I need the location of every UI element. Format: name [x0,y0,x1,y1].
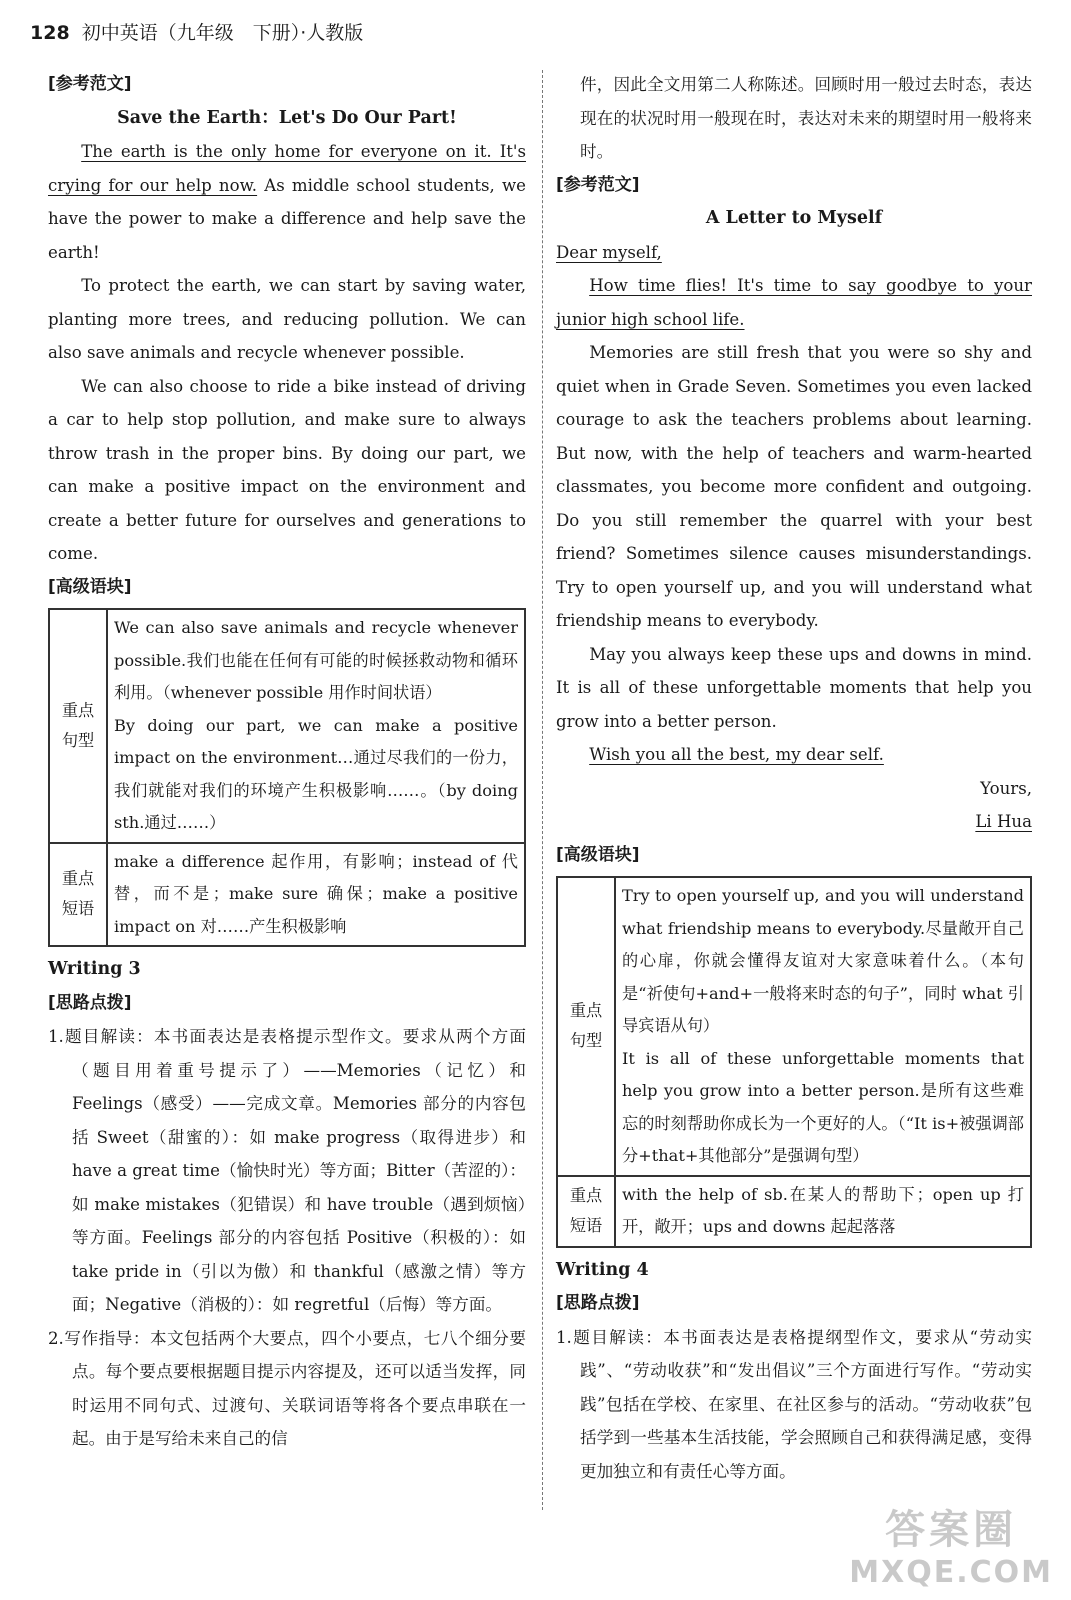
row-content [107,609,525,843]
underlined-sentence: How time flies! It's time to say goodbye to your junior high school life. [556,276,1032,329]
row-label: 重点短语 [49,843,107,947]
essay-title: Save the Earth：Let's Do Our Part! [117,107,457,128]
key-phrases: with the help of sb.在某人的帮助下；open up 打开，敞开；ups and downs 起起落落 [615,1176,1031,1247]
tip-continuation: 件，因此全文用第二人称陈述。回顾时用一般过去时态，表达现在的状况时用一般现在时，表达对未来的期望时用一般将来时。 [580,75,1032,161]
tip-item: 1.题目解读：本书面表达是表格提纲型作文，要求从“劳动实践”、“劳动收获”和“发出倡议”三个方面进行写作。“劳动实践”包括在学校、在家里、在社区参与的活动。“劳动收获”包括学到一些基本生活技能，学会照顾自己和获得满足感，变得更加独立和有责任心等方面。 [556,1327,1032,1481]
language-chunks-label: [高级语块] [556,844,640,865]
underlined-sentence: The earth is the only home for everyone on it. It's crying for our help now. [48,142,526,195]
watermark-url: MXQE.COM [849,1555,1053,1590]
row-content [615,877,1031,1176]
essay-paragraph [48,135,526,269]
page-number: 128 [30,22,70,44]
language-chunks-table [48,608,526,947]
salutation [556,236,1032,270]
key-sentence: It is all of these unforgettable moments that help you grow into a better person.是所有这些难忘的时刻帮助你成长为一个更好的人。（“It is+被强调部分+that+其他部分”是强调句型） [622,1048,1024,1165]
section-heading: Writing 3 [48,959,141,979]
key-sentence: We can also save animals and recycle whenever possible.我们也能在任何有可能的时候拯救动物和循环利用。（whenever possible 用作时间状语） [114,618,518,702]
right-column [556,68,1032,1488]
column-divider [542,70,543,1510]
table-row [49,609,525,843]
row-label: 重点短语 [557,1176,615,1247]
essay-paragraph: To protect the earth, we can start by saving water, planting more trees, and reducing pollution. We can also save animals and recycle whenever possible. [48,276,526,362]
essay-paragraph: May you always keep these ups and downs in mind. It is all of these unforgettable moments that help you grow into a better person. [556,644,1032,731]
essay-paragraph: Memories are still fresh that you were so shy and quiet when in Grade Seven. Sometimes you even lacked courage to ask the teachers problems about learning. But now, with the help of teachers and warm-hearted classmates, you become more confident and outgoing. Do you still remember the quarrel with your best friend? Sometimes silence causes misunderstandings. Try to open yourself up, and you will understand what friendship means to everybody. [556,343,1032,630]
section-heading: Writing 4 [556,1259,649,1280]
underlined-sentence: Wish you all the best, my dear self. [589,745,884,764]
tips-label: [思路点拨] [556,1293,640,1313]
essay-paragraph [556,269,1032,336]
language-chunks-label: [高级语块] [48,576,132,597]
essay-text: As middle school students, we have the power to make a difference and help save the earth! [48,175,526,262]
key-sentence: Try to open yourself up, and you will understand what friendship means to everybody.尽量敞开自己的心扉，你就会懂得友谊对大家意味着什么。（本句是“祈使句+and+一般将来时态的句子”，同时 what 引导宾语从句） [622,886,1024,1035]
watermark-logo [849,1498,1053,1590]
essay-paragraph [556,738,1032,772]
essay-paragraph: We can also choose to ride a bike instead of driving a car to help stop pollution, and make sure to always throw trash in the proper bins. By doing our part, we can make a positive impact on the environment and create a better future for ourselves and generations to come. [48,376,526,563]
key-sentence: By doing our part, we can make a positive impact on the environment…通过尽我们的一份力，我们就能对我们的环境产生积极影响……。（by doing sth.通过……） [114,715,518,832]
page-header [30,18,363,45]
key-phrases: make a difference 起作用，有影响；instead of 代替，而不是；make sure 确保；make a positive impact on 对……产生积极影响 [107,843,525,947]
reference-essay-label: [参考范文] [48,74,132,94]
table-row [557,877,1031,1176]
tip-item: 2.写作指导：本文包括两个大要点，四个小要点，七八个细分要点。每个要点要根据题目提示内容提及，还可以适当发挥，同时运用不同句式、过渡句、关联词语等将各个要点串联在一起。由于是写给未来自己的信 [48,1328,526,1448]
watermark-text: 答案圈 [885,1507,1018,1553]
tips-label: [思路点拨] [48,992,132,1013]
table-row [49,843,525,947]
signature-text: Li Hua [975,812,1032,831]
closing: Yours, [980,778,1032,798]
signature [556,805,1032,839]
book-title: 初中英语（九年级 下册）·人教版 [81,22,364,44]
table-row [557,1176,1031,1247]
row-label: 重点句型 [49,609,107,843]
left-column [48,68,526,1456]
essay-title: A Letter to Myself [705,208,883,228]
reference-essay-label: [参考范文] [556,174,640,195]
salutation-text: Dear myself, [556,242,662,262]
row-label: 重点句型 [557,877,615,1176]
language-chunks-table [556,876,1032,1248]
tip-item: 1.题目解读：本书面表达是表格提示型作文。要求从两个方面（题目用着重号提示了）——Memories（记忆）和 Feelings（感受）——完成文章。Memories 部分的内容包括 Sweet（甜蜜的）：如 make progress（取得进步）和 have a great time（愉快时光）等方面；Bitter（苦涩的）：如 make mistakes（犯错误）和 have trouble（遇到烦恼）等方面。Feelings 部分的内容包括 Positive（积极的）：如 take pride in（引以为傲）和 thankful（感激之情）等方面；Negative（消极的）：如 regretful（后悔）等方面。 [48,1027,526,1314]
